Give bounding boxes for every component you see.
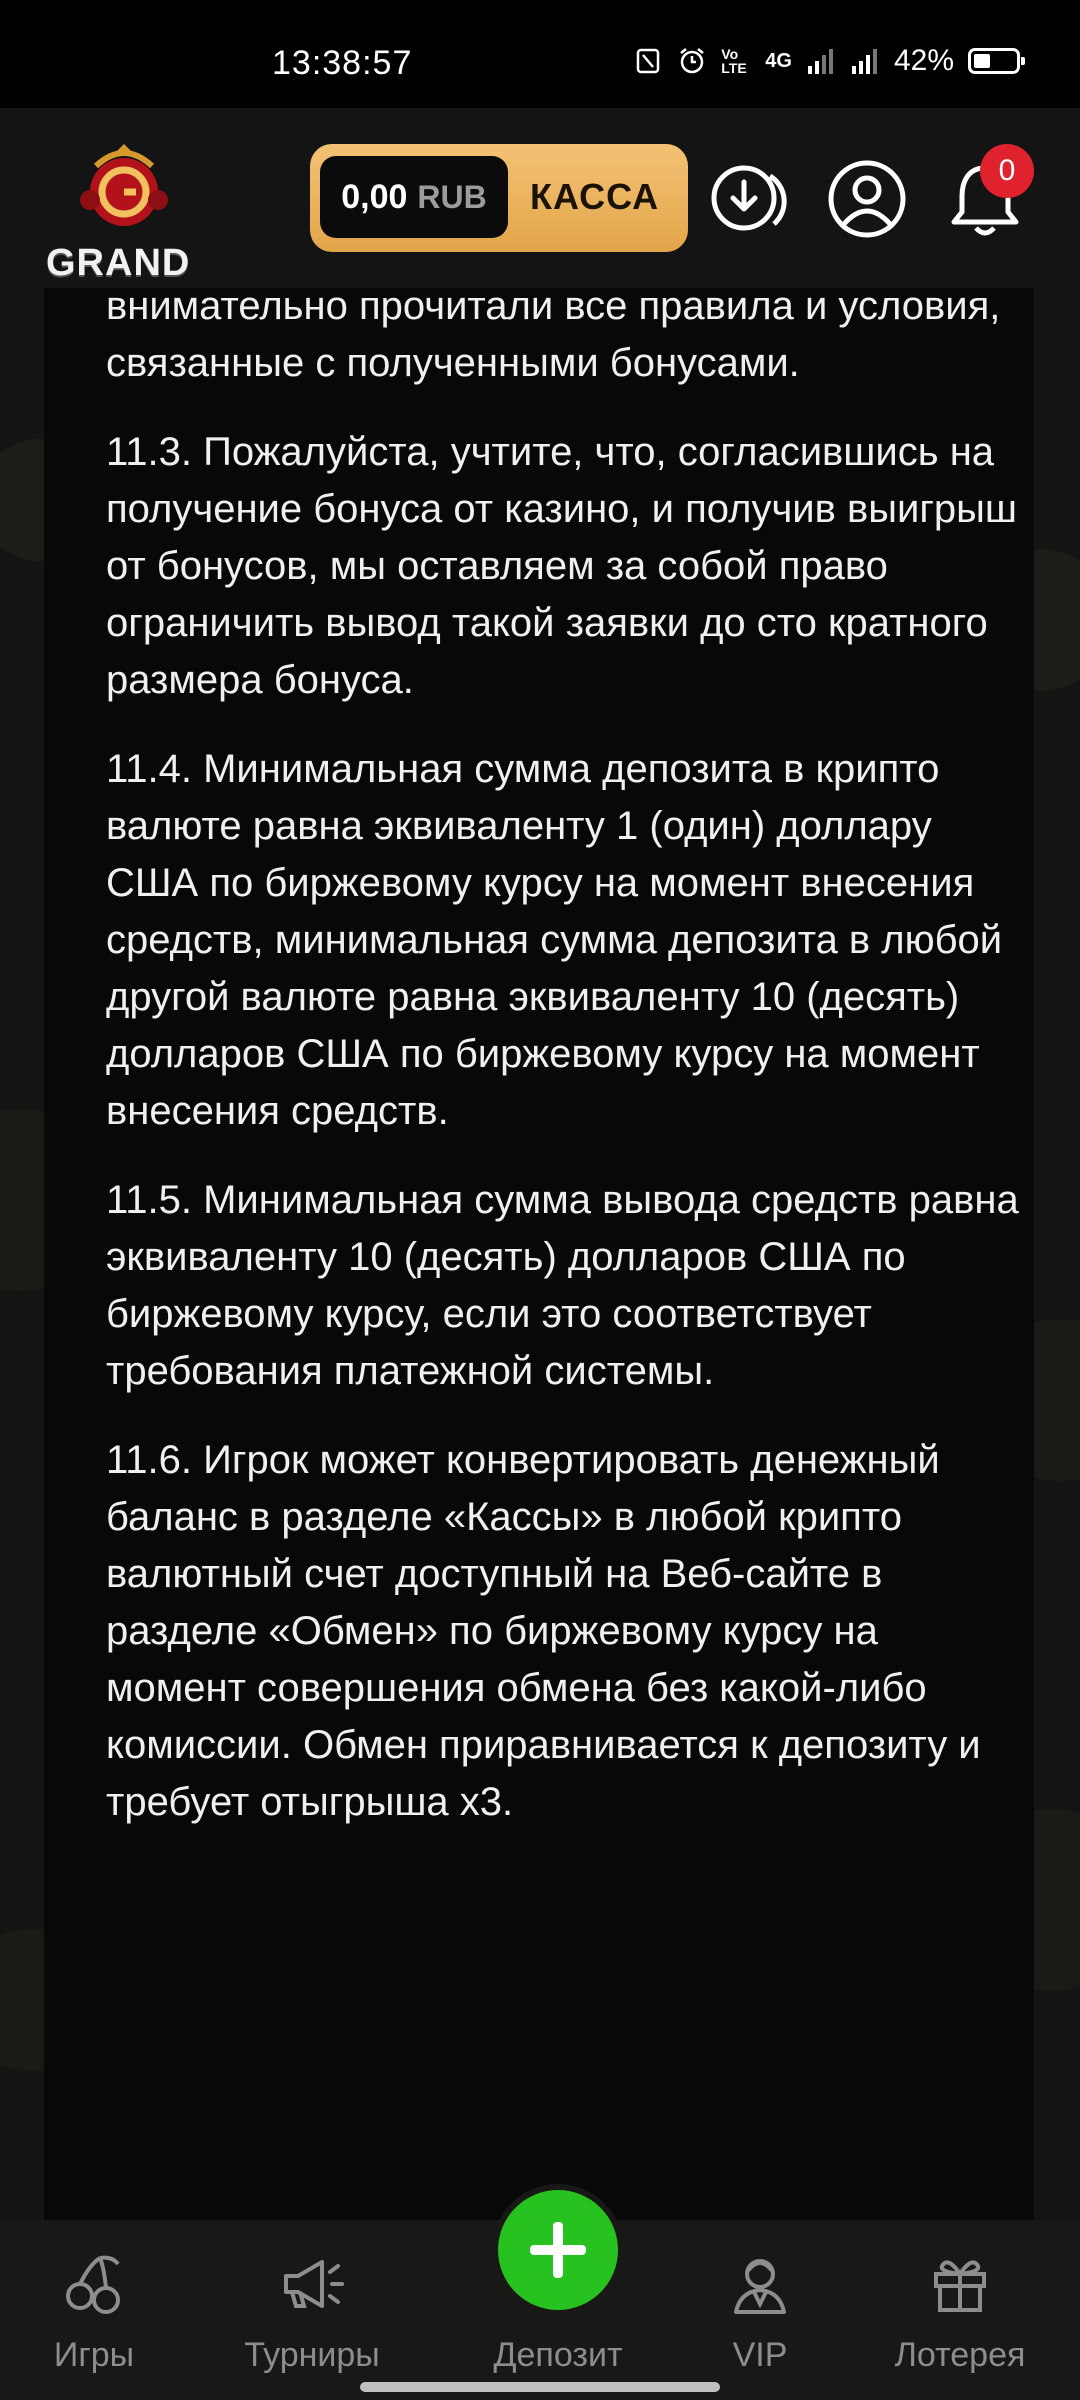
deposit-button[interactable] <box>498 2190 618 2310</box>
terms-content-panel[interactable] <box>44 288 1034 2220</box>
status-icons <box>633 44 1020 78</box>
notifications-badge: 0 <box>980 144 1034 198</box>
plus-icon-vertical <box>553 2222 563 2278</box>
terms-paragraph: внимательно прочитали все правила и условия, связанные с полученными бонусами. <box>106 288 1001 385</box>
terms-paragraph: 11.4. Минимальная сумма депозита в крипто валюте равна эквиваленту 1 (один) доллару США по биржевому курсу на момент внесения средств, минимальная сумма депозита в любой другой валюте равна эквиваленту 10 (десять) долларов США по биржевому курсу на момент внесения средств. <box>106 747 1003 1133</box>
signal-icon <box>806 46 836 76</box>
nav-item-vip[interactable] <box>660 2220 860 2400</box>
cherries-icon <box>60 2250 128 2318</box>
terms-paragraph: 11.5. Минимальная сумма вывода средств равна эквиваленту 10 (десять) долларов США по биржевому курсу, если это соответствует требования платежной системы. <box>106 1178 1019 1393</box>
profile-button[interactable] <box>822 154 912 244</box>
terms-text <box>106 288 1026 1863</box>
alarm-icon <box>677 46 707 76</box>
vip-person-icon <box>726 2250 794 2318</box>
nav-label-vip: VIP <box>732 2336 788 2374</box>
signal-icon-2 <box>850 46 880 76</box>
user-icon <box>822 154 912 244</box>
nav-item-games[interactable] <box>0 2220 194 2400</box>
nav-item-tournaments[interactable] <box>212 2220 412 2400</box>
status-time: 13:38:57 <box>272 44 413 82</box>
nav-label-lottery: Лотерея <box>894 2336 1026 2374</box>
cash-button[interactable] <box>310 144 688 252</box>
app-header <box>0 108 1080 288</box>
status-bar <box>0 0 1080 108</box>
download-icon <box>704 154 794 244</box>
nfc-icon <box>633 46 663 76</box>
nav-label-games: Игры <box>53 2336 135 2374</box>
terms-paragraph: 11.6. Игрок может конвертировать денежный баланс в разделе «Кассы» в любой крипто валютный счет доступный на Веб-сайте в разделе «Обмен» по биржевому курсу на момент совершения обмена без какой-либо комиссии. Обмен приравнивается к депозиту и требует отыгрыша х3. <box>106 1438 981 1824</box>
nav-label-tournaments: Турниры <box>244 2336 380 2374</box>
gift-icon <box>926 2250 994 2318</box>
battery-percent: 42% <box>893 44 954 77</box>
battery-icon <box>968 48 1020 74</box>
balance-amount: 0,00 <box>341 177 408 216</box>
logo-text: GRAND <box>46 242 191 284</box>
grand-logo[interactable] <box>44 136 214 284</box>
balance-currency: RUB <box>417 178 487 215</box>
balance-display <box>320 156 508 238</box>
nav-item-lottery[interactable] <box>860 2220 1060 2400</box>
volte-icon: Vo LTE <box>721 46 747 76</box>
terms-paragraph: 11.3. Пожалуйста, учтите, что, согласившись на получение бонуса от казино, и получив выигрыш от бонусов, мы оставляем за собой право ограничить вывод такой заявки до сто кратного размера бонуса. <box>106 430 1018 702</box>
nav-label-deposit: Депозит <box>493 2336 623 2374</box>
logo-emblem-icon <box>44 136 214 246</box>
network-type: 4G <box>765 49 792 72</box>
download-app-button[interactable] <box>704 154 794 244</box>
megaphone-icon <box>278 2250 346 2318</box>
cash-button-label: КАССА <box>530 176 660 217</box>
home-indicator[interactable] <box>360 2382 720 2392</box>
